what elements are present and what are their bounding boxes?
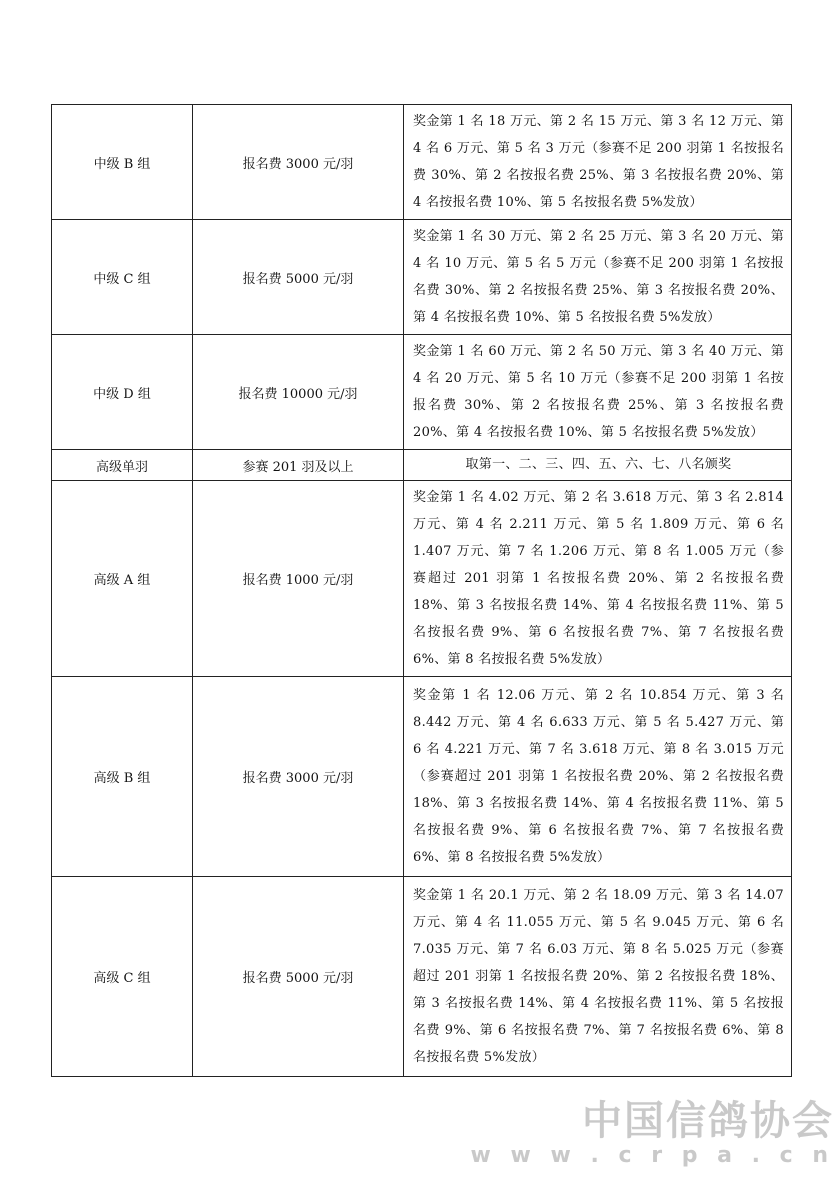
prize-cell: 奖金第 1 名 18 万元、第 2 名 15 万元、第 3 名 12 万元、第 4 名 6 万元、第 5 名 3 万元（参赛不足 200 羽第 1 名按报名费 30%、第 2 名按报名费 25%、第 3 名按报名费 20%、第 4 名按报名费 10%、第 5 名按报名费 5%发放） [404, 105, 792, 220]
prize-cell: 奖金第 1 名 60 万元、第 2 名 50 万元、第 3 名 40 万元、第 4 名 20 万元、第 5 名 10 万元（参赛不足 200 羽第 1 名按报名费 30%、第 2 名按报名费 25%、第 3 名按报名费 20%、第 4 名按报名费 10%、第 5 名按报名费 5%发放） [404, 335, 792, 450]
fee-cell: 报名费 5000 元/羽 [193, 220, 404, 335]
group-cell: 高级单羽 [52, 450, 193, 481]
fee-cell: 报名费 3000 元/羽 [193, 677, 404, 877]
prize-cell: 取第一、二、三、四、五、六、七、八名颁奖 [404, 450, 792, 481]
group-cell: 中级 B 组 [52, 105, 193, 220]
prize-cell: 奖金第 1 名 30 万元、第 2 名 25 万元、第 3 名 20 万元、第 4 名 10 万元、第 5 名 5 万元（参赛不足 200 羽第 1 名按报名费 30%、第 2 名按报名费 25%、第 3 名按报名费 20%、第 4 名按报名费 10%、第 5 名按报名费 5%发放） [404, 220, 792, 335]
watermark-url: w w w . c r p a . c n [470, 1143, 834, 1168]
table-row [52, 105, 792, 220]
watermark [471, 1099, 834, 1169]
table-row [52, 877, 792, 1077]
table-row [52, 481, 792, 677]
table-row [52, 220, 792, 335]
fee-cell: 参赛 201 羽及以上 [193, 450, 404, 481]
group-cell: 高级 B 组 [52, 677, 193, 877]
prize-cell: 奖金第 1 名 4.02 万元、第 2 名 3.618 万元、第 3 名 2.814 万元、第 4 名 2.211 万元、第 5 名 1.809 万元、第 6 名 1.407 万元、第 7 名 1.206 万元、第 8 名 1.005 万元（参赛超过 201 羽第 1 名按报名费 20%、第 2 名按报名费 18%、第 3 名按报名费 14%、第 4 名按报名费 11%、第 5 名按报名费 9%、第 6 名按报名费 7%、第 7 名按报名费 6%、第 8 名按报名费 5%发放） [404, 481, 792, 677]
group-cell: 高级 A 组 [52, 481, 193, 677]
fee-cell: 报名费 3000 元/羽 [193, 105, 404, 220]
fee-cell: 报名费 1000 元/羽 [193, 481, 404, 677]
prize-cell: 奖金第 1 名 12.06 万元、第 2 名 10.854 万元、第 3 名 8.442 万元、第 4 名 6.633 万元、第 5 名 5.427 万元、第 6 名 4.221 万元、第 7 名 3.618 万元、第 8 名 3.015 万元（参赛超过 201 羽第 1 名按报名费 20%、第 2 名按报名费 18%、第 3 名按报名费 14%、第 4 名按报名费 11%、第 5 名按报名费 9%、第 6 名按报名费 7%、第 7 名按报名费 6%、第 8 名按报名费 5%发放） [404, 677, 792, 877]
group-cell: 中级 D 组 [52, 335, 193, 450]
table-row [52, 335, 792, 450]
group-cell: 高级 C 组 [52, 877, 193, 1077]
group-cell: 中级 C 组 [52, 220, 193, 335]
prize-cell: 奖金第 1 名 20.1 万元、第 2 名 18.09 万元、第 3 名 14.07 万元、第 4 名 11.055 万元、第 5 名 9.045 万元、第 6 名 7.035 万元、第 7 名 6.03 万元、第 8 名 5.025 万元（参赛超过 201 羽第 1 名按报名费 20%、第 2 名按报名费 18%、第 3 名按报名费 14%、第 4 名按报名费 11%、第 5 名按报名费 9%、第 6 名按报名费 7%、第 7 名按报名费 6%、第 8 名按报名费 5%发放） [404, 877, 792, 1077]
watermark-name: 中国信鸽协会 [582, 1098, 834, 1144]
fee-cell: 报名费 5000 元/羽 [193, 877, 404, 1077]
prize-table [51, 104, 792, 1077]
table-row [52, 677, 792, 877]
fee-cell: 报名费 10000 元/羽 [193, 335, 404, 450]
table-row [52, 450, 792, 481]
